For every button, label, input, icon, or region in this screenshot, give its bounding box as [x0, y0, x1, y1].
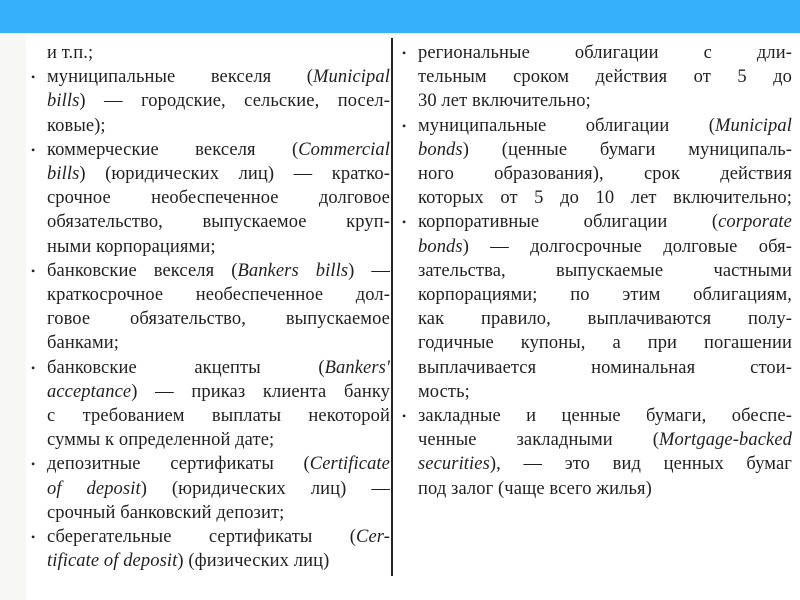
text-line: [47, 356, 390, 380]
text-segment: Certificate: [309, 454, 390, 475]
text-line: [418, 235, 792, 259]
item-text: [47, 259, 390, 356]
column-divider-rule: [391, 38, 393, 576]
text-segment: ) —: [348, 260, 390, 281]
text-line: [418, 404, 792, 428]
text-segment: региональные облигации с дли-: [418, 43, 792, 63]
text-segment: обязательство, выпускаемое круп-: [47, 212, 390, 233]
text-segment: годичные купоны, а при погашении: [418, 333, 792, 354]
text-segment: bonds: [418, 236, 463, 257]
list-item: [31, 41, 390, 65]
text-segment: как правило, выплачиваются полу-: [418, 309, 792, 330]
text-segment: 30 лет включительно;: [418, 91, 591, 112]
text-segment: которых от 5 до 10 лет включительно;: [418, 188, 792, 209]
text-line: [47, 501, 390, 525]
text-line: [47, 114, 390, 138]
text-line: [47, 89, 390, 113]
text-segment: Bankers bills: [237, 260, 349, 281]
text-line: [418, 138, 792, 162]
item-text: [47, 452, 390, 525]
item-text: [47, 356, 390, 453]
list-item: [402, 210, 792, 404]
text-line: [418, 65, 792, 89]
text-segment: муниципальные облигации (: [418, 115, 716, 136]
text-segment: ), — это вид ценных бумаг: [489, 454, 792, 475]
text-line: [47, 41, 390, 65]
text-segment: корпорациями; по этим облигациям,: [418, 285, 792, 306]
bullet-icon: •: [31, 457, 36, 472]
text-segment: ковые);: [47, 115, 106, 136]
text-segment: и т.п.;: [47, 43, 94, 63]
text-line: [47, 404, 390, 428]
text-line: [47, 138, 390, 162]
text-line: [47, 186, 390, 210]
text-line: [418, 380, 792, 404]
text-segment: ) (юридических лиц) —: [140, 478, 390, 499]
text-line: [47, 549, 390, 573]
text-line: [47, 380, 390, 404]
text-line: [418, 356, 792, 380]
text-segment: под залог (чаще всего жилья): [418, 478, 652, 499]
text-segment: ными корпорациями;: [47, 236, 216, 257]
list-item: [31, 65, 390, 138]
text-segment: мость;: [418, 381, 470, 402]
text-line: [418, 331, 792, 355]
item-text: [418, 114, 792, 211]
item-text: [47, 525, 390, 573]
text-segment: банковские акцепты (: [47, 357, 325, 378]
text-segment: Cer-: [356, 527, 390, 548]
text-segment: краткосрочное необеспеченное дол-: [47, 285, 390, 306]
text-line: [47, 259, 390, 283]
text-line: [47, 525, 390, 549]
text-segment: банковские векселя (: [47, 260, 238, 281]
text-segment: acceptance: [47, 381, 132, 402]
bullet-icon: •: [402, 46, 407, 60]
text-line: [47, 235, 390, 259]
bullet-icon: •: [31, 360, 36, 375]
text-segment: депозитные сертификаты (: [47, 454, 310, 475]
list-item: [31, 356, 390, 453]
right-column: [402, 41, 792, 501]
text-line: [418, 307, 792, 331]
text-segment: Municipal: [313, 67, 390, 88]
page-edge-shade: [0, 33, 26, 600]
list-item: [31, 525, 390, 573]
text-line: [418, 89, 792, 113]
bullet-icon: •: [402, 118, 407, 133]
bullet-icon: •: [31, 70, 36, 85]
text-line: [418, 477, 792, 501]
text-line: [47, 428, 390, 452]
text-line: [47, 477, 390, 501]
item-text: [47, 41, 390, 65]
text-segment: выплачивается номинальная стои-: [418, 357, 792, 378]
bullet-icon: •: [402, 215, 407, 230]
top-accent-bar: [0, 0, 800, 33]
text-segment: закладные и ценные бумаги, обеспе-: [418, 406, 792, 427]
text-line: [418, 162, 792, 186]
text-segment: с требованием выплаты некоторой: [47, 406, 390, 427]
text-segment: срочное необеспеченное долговое: [47, 188, 390, 209]
item-text: [47, 138, 390, 259]
text-line: [47, 452, 390, 476]
text-segment: ) (физических лиц): [177, 551, 330, 572]
text-segment: Municipal: [715, 115, 792, 136]
text-line: [418, 283, 792, 307]
text-segment: ) (ценные бумаги муниципаль-: [462, 139, 792, 160]
bullet-icon: •: [402, 409, 407, 424]
text-segment: банками;: [47, 333, 119, 354]
text-segment: ) — приказ клиента банку: [131, 381, 390, 402]
text-line: [47, 162, 390, 186]
text-line: [418, 41, 792, 65]
text-segment: Mortgage-backed: [658, 430, 792, 451]
text-segment: муниципальные векселя (: [47, 67, 314, 88]
text-segment: corporate: [718, 212, 792, 233]
text-segment: коммерческие векселя (: [47, 139, 299, 160]
list-item: [402, 41, 792, 114]
text-segment: зательства, выпускаемые частными: [418, 260, 792, 281]
list-item: [31, 138, 390, 259]
text-segment: bills: [47, 91, 80, 112]
text-segment: ) — долгосрочные долговые обя-: [462, 236, 792, 257]
list-item: [31, 259, 390, 356]
text-line: [418, 186, 792, 210]
item-text: [418, 41, 792, 114]
bullet-icon: •: [31, 263, 36, 278]
list-item: [31, 452, 390, 525]
text-line: [418, 428, 792, 452]
text-line: [47, 331, 390, 355]
text-segment: securities: [418, 454, 490, 475]
text-line: [418, 210, 792, 234]
text-segment: tificate of deposit: [47, 551, 178, 572]
text-segment: bills: [47, 164, 80, 185]
text-segment: ) (юридических лиц) — кратко-: [79, 164, 390, 185]
item-text: [47, 65, 390, 138]
text-line: [47, 65, 390, 89]
text-segment: корпоративные облигации (: [418, 212, 719, 233]
list-item: [402, 114, 792, 211]
text-segment: bonds: [418, 139, 463, 160]
text-segment: тельным сроком действия от 5 до: [418, 67, 792, 88]
bullet-icon: •: [31, 530, 36, 545]
text-segment: ) — городские, сельские, посел-: [79, 91, 390, 112]
text-segment: Bankers': [324, 357, 390, 378]
text-segment: суммы к определенной дате;: [47, 430, 275, 451]
text-line: [418, 259, 792, 283]
text-segment: Commercial: [298, 139, 390, 160]
text-segment: ного образования), срок действия: [418, 164, 792, 185]
bullet-icon: •: [31, 142, 36, 157]
text-line: [47, 283, 390, 307]
text-line: [47, 210, 390, 234]
text-segment: of deposit: [47, 478, 141, 499]
list-item: [402, 404, 792, 501]
text-segment: сберегательные сертификаты (: [47, 527, 357, 548]
text-line: [47, 307, 390, 331]
text-line: [418, 114, 792, 138]
item-text: [418, 404, 792, 501]
text-segment: срочный банковский депозит;: [47, 502, 285, 523]
left-column: [31, 41, 390, 573]
text-segment: говое обязательство, выпускаемое: [47, 309, 390, 330]
text-line: [418, 452, 792, 476]
text-segment: ченные закладными (: [418, 430, 659, 451]
item-text: [418, 210, 792, 404]
